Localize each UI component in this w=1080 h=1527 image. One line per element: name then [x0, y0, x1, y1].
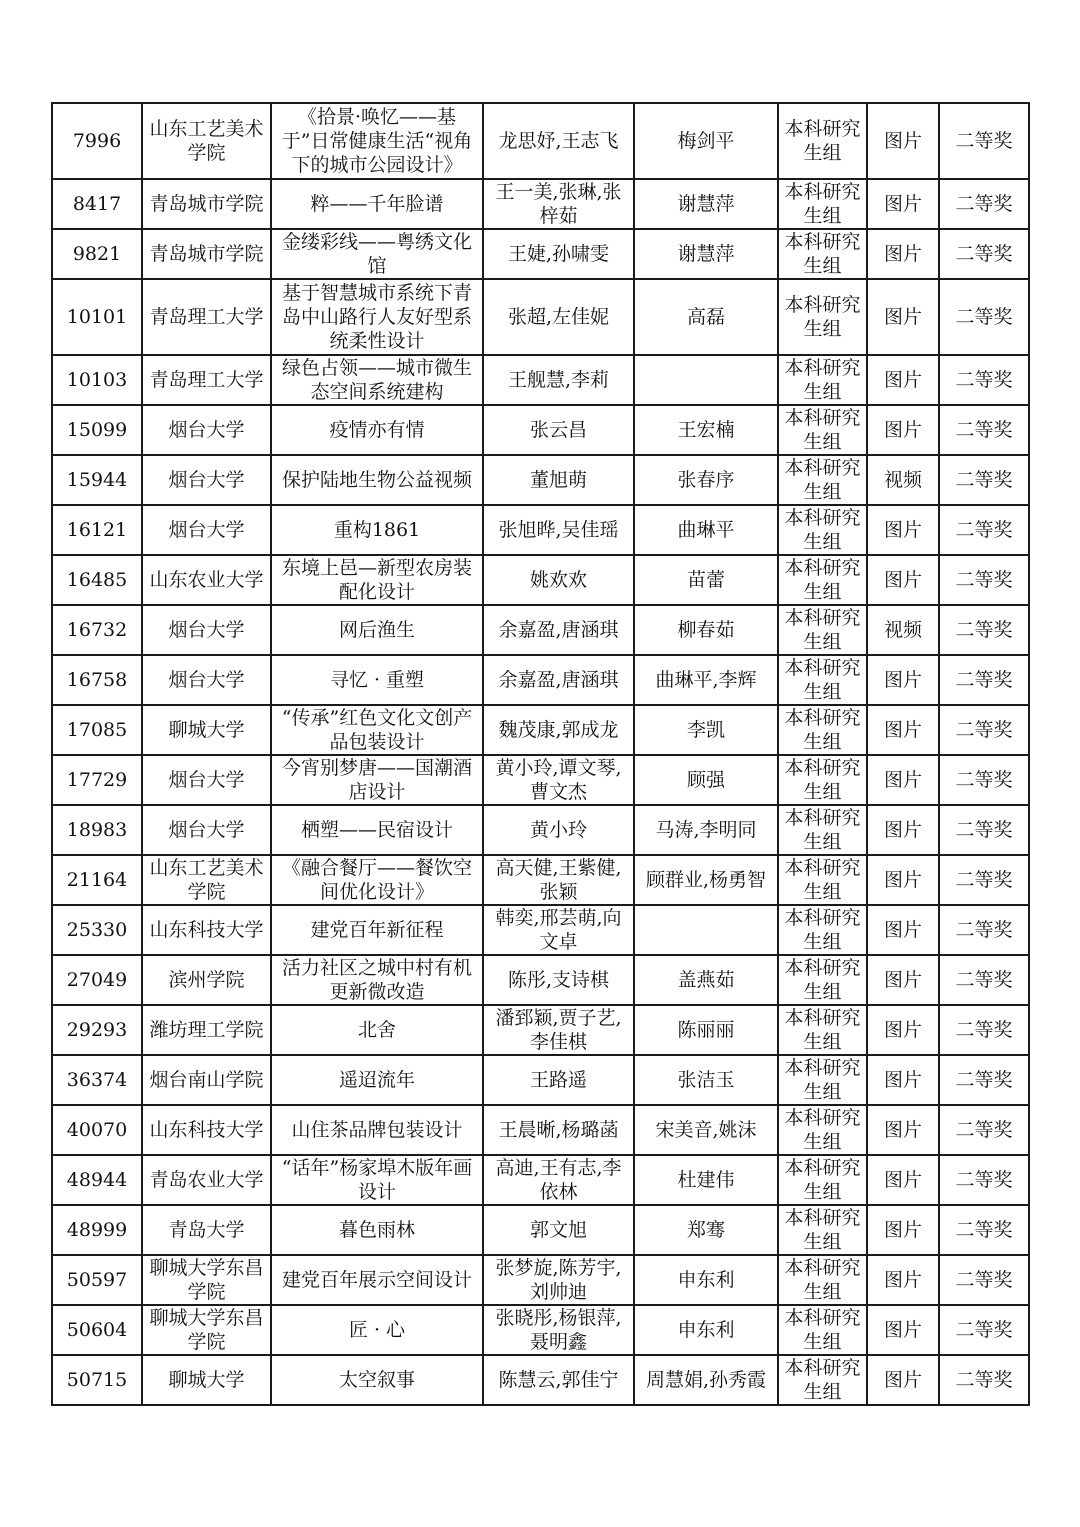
work-type-cell: 图片: [867, 1105, 939, 1155]
authors-cell: 王晨晰,杨璐菡: [483, 1105, 634, 1155]
group-cell: 本科研究生组: [778, 855, 867, 905]
work-type-cell: 图片: [867, 1055, 939, 1105]
entry-id-cell: 16758: [52, 655, 142, 705]
school-cell: 青岛城市学院: [142, 229, 271, 279]
group-cell: 本科研究生组: [778, 405, 867, 455]
work-type-cell: 图片: [867, 1305, 939, 1355]
group-cell: 本科研究生组: [778, 1105, 867, 1155]
entry-id-cell: 18983: [52, 805, 142, 855]
award-cell: 二等奖: [939, 1355, 1029, 1405]
authors-cell: 黄小玲,谭文琴,曹文杰: [483, 755, 634, 805]
advisor-cell: 梅剑平: [634, 103, 778, 179]
award-cell: 二等奖: [939, 103, 1029, 179]
group-cell: 本科研究生组: [778, 179, 867, 229]
advisor-cell: 高磊: [634, 279, 778, 355]
school-cell: 烟台大学: [142, 755, 271, 805]
advisor-cell: 王宏楠: [634, 405, 778, 455]
work-title-cell: 今宵别梦唐——国潮酒店设计: [271, 755, 483, 805]
group-cell: 本科研究生组: [778, 505, 867, 555]
entry-id-cell: 27049: [52, 955, 142, 1005]
advisor-cell: 宋美音,姚沫: [634, 1105, 778, 1155]
school-cell: 聊城大学东昌学院: [142, 1255, 271, 1305]
work-type-cell: 图片: [867, 179, 939, 229]
table-row: [52, 1005, 1029, 1055]
school-cell: 山东农业大学: [142, 555, 271, 605]
group-cell: 本科研究生组: [778, 605, 867, 655]
authors-cell: 王路遥: [483, 1055, 634, 1105]
school-cell: 聊城大学: [142, 705, 271, 755]
school-cell: 山东工艺美术学院: [142, 103, 271, 179]
work-type-cell: 图片: [867, 955, 939, 1005]
authors-cell: 陈彤,支诗棋: [483, 955, 634, 1005]
award-cell: 二等奖: [939, 355, 1029, 405]
award-cell: 二等奖: [939, 1105, 1029, 1155]
group-cell: 本科研究生组: [778, 1255, 867, 1305]
award-cell: 二等奖: [939, 179, 1029, 229]
group-cell: 本科研究生组: [778, 1355, 867, 1405]
school-cell: 烟台大学: [142, 505, 271, 555]
authors-cell: 王舰慧,李莉: [483, 355, 634, 405]
advisor-cell: [634, 905, 778, 955]
work-title-cell: 《拾景·唤忆——基于”日常健康生活“视角下的城市公园设计》: [271, 103, 483, 179]
school-cell: 烟台大学: [142, 455, 271, 505]
table-row: [52, 755, 1029, 805]
advisor-cell: 马涛,李明同: [634, 805, 778, 855]
work-type-cell: 图片: [867, 705, 939, 755]
table-row: [52, 605, 1029, 655]
authors-cell: 郭文旭: [483, 1205, 634, 1255]
table-row: [52, 1055, 1029, 1105]
table-row: [52, 1155, 1029, 1205]
work-type-cell: 图片: [867, 1005, 939, 1055]
award-cell: 二等奖: [939, 605, 1029, 655]
advisor-cell: 申东利: [634, 1305, 778, 1355]
work-type-cell: 图片: [867, 405, 939, 455]
school-cell: 青岛大学: [142, 1205, 271, 1255]
school-cell: 青岛城市学院: [142, 179, 271, 229]
table-row: [52, 405, 1029, 455]
table-row: [52, 1255, 1029, 1305]
authors-cell: 王婕,孙啸雯: [483, 229, 634, 279]
entry-id-cell: 10103: [52, 355, 142, 405]
work-title-cell: 北舍: [271, 1005, 483, 1055]
work-title-cell: 金缕彩线——粤绣文化馆: [271, 229, 483, 279]
authors-cell: 黄小玲: [483, 805, 634, 855]
work-type-cell: 图片: [867, 1255, 939, 1305]
entry-id-cell: 15944: [52, 455, 142, 505]
award-cell: 二等奖: [939, 955, 1029, 1005]
advisor-cell: 郑骞: [634, 1205, 778, 1255]
table-row: [52, 1305, 1029, 1355]
group-cell: 本科研究生组: [778, 229, 867, 279]
table-row: [52, 1355, 1029, 1405]
award-cell: 二等奖: [939, 755, 1029, 805]
award-cell: 二等奖: [939, 1055, 1029, 1105]
advisor-cell: 柳春茹: [634, 605, 778, 655]
work-title-cell: 栖塑——民宿设计: [271, 805, 483, 855]
authors-cell: 张云昌: [483, 405, 634, 455]
award-cell: 二等奖: [939, 1205, 1029, 1255]
work-type-cell: 图片: [867, 1205, 939, 1255]
school-cell: 山东科技大学: [142, 1105, 271, 1155]
authors-cell: 高迪,王有志,李依林: [483, 1155, 634, 1205]
award-cell: 二等奖: [939, 555, 1029, 605]
group-cell: 本科研究生组: [778, 455, 867, 505]
award-cell: 二等奖: [939, 229, 1029, 279]
award-cell: 二等奖: [939, 455, 1029, 505]
work-title-cell: 活力社区之城中村有机更新微改造: [271, 955, 483, 1005]
entry-id-cell: 36374: [52, 1055, 142, 1105]
entry-id-cell: 16485: [52, 555, 142, 605]
table-row: [52, 655, 1029, 705]
entry-id-cell: 25330: [52, 905, 142, 955]
school-cell: 山东工艺美术学院: [142, 855, 271, 905]
advisor-cell: 李凯: [634, 705, 778, 755]
work-title-cell: 重构1861: [271, 505, 483, 555]
work-title-cell: 网后渔生: [271, 605, 483, 655]
work-title-cell: 《融合餐厅——餐饮空间优化设计》: [271, 855, 483, 905]
group-cell: 本科研究生组: [778, 905, 867, 955]
school-cell: 烟台大学: [142, 655, 271, 705]
advisor-cell: 谢慧萍: [634, 179, 778, 229]
work-title-cell: 保护陆地生物公益视频: [271, 455, 483, 505]
group-cell: 本科研究生组: [778, 1055, 867, 1105]
authors-cell: 张梦旋,陈芳宇,刘帅迪: [483, 1255, 634, 1305]
work-title-cell: 遥迢流年: [271, 1055, 483, 1105]
table-row: [52, 1205, 1029, 1255]
entry-id-cell: 10101: [52, 279, 142, 355]
table-row: [52, 855, 1029, 905]
advisor-cell: [634, 355, 778, 405]
entry-id-cell: 48999: [52, 1205, 142, 1255]
school-cell: 青岛理工大学: [142, 355, 271, 405]
work-title-cell: 建党百年展示空间设计: [271, 1255, 483, 1305]
work-type-cell: 图片: [867, 505, 939, 555]
work-type-cell: 图片: [867, 855, 939, 905]
group-cell: 本科研究生组: [778, 1205, 867, 1255]
authors-cell: 高天健,王紫健,张颖: [483, 855, 634, 905]
work-title-cell: 暮色雨林: [271, 1205, 483, 1255]
advisor-cell: 谢慧萍: [634, 229, 778, 279]
work-type-cell: 图片: [867, 555, 939, 605]
advisor-cell: 张洁玉: [634, 1055, 778, 1105]
work-title-cell: 基于智慧城市系统下青岛中山路行人友好型系统柔性设计: [271, 279, 483, 355]
entry-id-cell: 17729: [52, 755, 142, 805]
work-type-cell: 图片: [867, 655, 939, 705]
school-cell: 青岛农业大学: [142, 1155, 271, 1205]
work-type-cell: 视频: [867, 605, 939, 655]
group-cell: 本科研究生组: [778, 555, 867, 605]
work-type-cell: 图片: [867, 229, 939, 279]
work-title-cell: 山住茶品牌包装设计: [271, 1105, 483, 1155]
award-cell: 二等奖: [939, 655, 1029, 705]
work-type-cell: 图片: [867, 1355, 939, 1405]
award-cell: 二等奖: [939, 1155, 1029, 1205]
entry-id-cell: 50715: [52, 1355, 142, 1405]
school-cell: 烟台南山学院: [142, 1055, 271, 1105]
work-title-cell: 粹——千年脸谱: [271, 179, 483, 229]
work-type-cell: 图片: [867, 103, 939, 179]
work-title-cell: 寻忆 · 重塑: [271, 655, 483, 705]
authors-cell: 姚欢欢: [483, 555, 634, 605]
table-row: [52, 1105, 1029, 1155]
advisor-cell: 陈丽丽: [634, 1005, 778, 1055]
group-cell: 本科研究生组: [778, 103, 867, 179]
authors-cell: 董旭萌: [483, 455, 634, 505]
school-cell: 烟台大学: [142, 805, 271, 855]
advisor-cell: 顾群业,杨勇智: [634, 855, 778, 905]
entry-id-cell: 17085: [52, 705, 142, 755]
school-cell: 聊城大学东昌学院: [142, 1305, 271, 1355]
work-title-cell: “传承”红色文化文创产品包装设计: [271, 705, 483, 755]
table-row: [52, 555, 1029, 605]
group-cell: 本科研究生组: [778, 705, 867, 755]
award-cell: 二等奖: [939, 805, 1029, 855]
awards-table-body: [52, 103, 1029, 1405]
authors-cell: 潘郅颖,贾子艺,李佳棋: [483, 1005, 634, 1055]
work-title-cell: “话年”杨家埠木版年画设计: [271, 1155, 483, 1205]
table-row: [52, 455, 1029, 505]
entry-id-cell: 7996: [52, 103, 142, 179]
group-cell: 本科研究生组: [778, 655, 867, 705]
group-cell: 本科研究生组: [778, 355, 867, 405]
school-cell: 滨州学院: [142, 955, 271, 1005]
work-title-cell: 太空叙事: [271, 1355, 483, 1405]
advisor-cell: 苗蕾: [634, 555, 778, 605]
work-type-cell: 图片: [867, 805, 939, 855]
school-cell: 聊城大学: [142, 1355, 271, 1405]
award-cell: 二等奖: [939, 705, 1029, 755]
entry-id-cell: 21164: [52, 855, 142, 905]
awards-table: [51, 102, 1030, 1406]
advisor-cell: 盖燕茹: [634, 955, 778, 1005]
group-cell: 本科研究生组: [778, 755, 867, 805]
school-cell: 烟台大学: [142, 405, 271, 455]
school-cell: 潍坊理工学院: [142, 1005, 271, 1055]
award-cell: 二等奖: [939, 405, 1029, 455]
school-cell: 烟台大学: [142, 605, 271, 655]
authors-cell: 张超,左佳妮: [483, 279, 634, 355]
award-cell: 二等奖: [939, 279, 1029, 355]
award-cell: 二等奖: [939, 1255, 1029, 1305]
advisor-cell: 张春序: [634, 455, 778, 505]
entry-id-cell: 16121: [52, 505, 142, 555]
group-cell: 本科研究生组: [778, 1005, 867, 1055]
entry-id-cell: 40070: [52, 1105, 142, 1155]
group-cell: 本科研究生组: [778, 1155, 867, 1205]
advisor-cell: 杜建伟: [634, 1155, 778, 1205]
authors-cell: 王一美,张琳,张梓茹: [483, 179, 634, 229]
advisor-cell: 曲琳平,李辉: [634, 655, 778, 705]
group-cell: 本科研究生组: [778, 279, 867, 355]
entry-id-cell: 29293: [52, 1005, 142, 1055]
work-type-cell: 图片: [867, 755, 939, 805]
advisor-cell: 曲琳平: [634, 505, 778, 555]
work-type-cell: 图片: [867, 1155, 939, 1205]
authors-cell: 张旭晔,吴佳瑶: [483, 505, 634, 555]
authors-cell: 余嘉盈,唐涵琪: [483, 655, 634, 705]
advisor-cell: 申东利: [634, 1255, 778, 1305]
work-title-cell: 建党百年新征程: [271, 905, 483, 955]
advisor-cell: 周慧娟,孙秀霞: [634, 1355, 778, 1405]
table-row: [52, 103, 1029, 179]
advisor-cell: 顾强: [634, 755, 778, 805]
table-row: [52, 805, 1029, 855]
award-cell: 二等奖: [939, 1005, 1029, 1055]
authors-cell: 陈慧云,郭佳宁: [483, 1355, 634, 1405]
entry-id-cell: 15099: [52, 405, 142, 455]
group-cell: 本科研究生组: [778, 805, 867, 855]
work-title-cell: 东境上邑—新型农房装配化设计: [271, 555, 483, 605]
award-cell: 二等奖: [939, 855, 1029, 905]
authors-cell: 韩奕,邢芸萌,向文卓: [483, 905, 634, 955]
table-row: [52, 279, 1029, 355]
table-row: [52, 179, 1029, 229]
authors-cell: 张晓彤,杨银萍,聂明鑫: [483, 1305, 634, 1355]
table-row: [52, 505, 1029, 555]
work-type-cell: 图片: [867, 279, 939, 355]
entry-id-cell: 48944: [52, 1155, 142, 1205]
entry-id-cell: 9821: [52, 229, 142, 279]
entry-id-cell: 16732: [52, 605, 142, 655]
group-cell: 本科研究生组: [778, 955, 867, 1005]
table-row: [52, 229, 1029, 279]
work-type-cell: 视频: [867, 455, 939, 505]
authors-cell: 龙思妤,王志飞: [483, 103, 634, 179]
award-cell: 二等奖: [939, 505, 1029, 555]
authors-cell: 魏茂康,郭成龙: [483, 705, 634, 755]
work-type-cell: 图片: [867, 355, 939, 405]
work-title-cell: 匠 · 心: [271, 1305, 483, 1355]
entry-id-cell: 50604: [52, 1305, 142, 1355]
school-cell: 青岛理工大学: [142, 279, 271, 355]
award-cell: 二等奖: [939, 905, 1029, 955]
work-type-cell: 图片: [867, 905, 939, 955]
table-row: [52, 705, 1029, 755]
entry-id-cell: 8417: [52, 179, 142, 229]
work-title-cell: 疫情亦有情: [271, 405, 483, 455]
authors-cell: 余嘉盈,唐涵琪: [483, 605, 634, 655]
award-cell: 二等奖: [939, 1305, 1029, 1355]
group-cell: 本科研究生组: [778, 1305, 867, 1355]
table-row: [52, 355, 1029, 405]
school-cell: 山东科技大学: [142, 905, 271, 955]
entry-id-cell: 50597: [52, 1255, 142, 1305]
table-row: [52, 905, 1029, 955]
work-title-cell: 绿色占领——城市微生态空间系统建构: [271, 355, 483, 405]
table-row: [52, 955, 1029, 1005]
